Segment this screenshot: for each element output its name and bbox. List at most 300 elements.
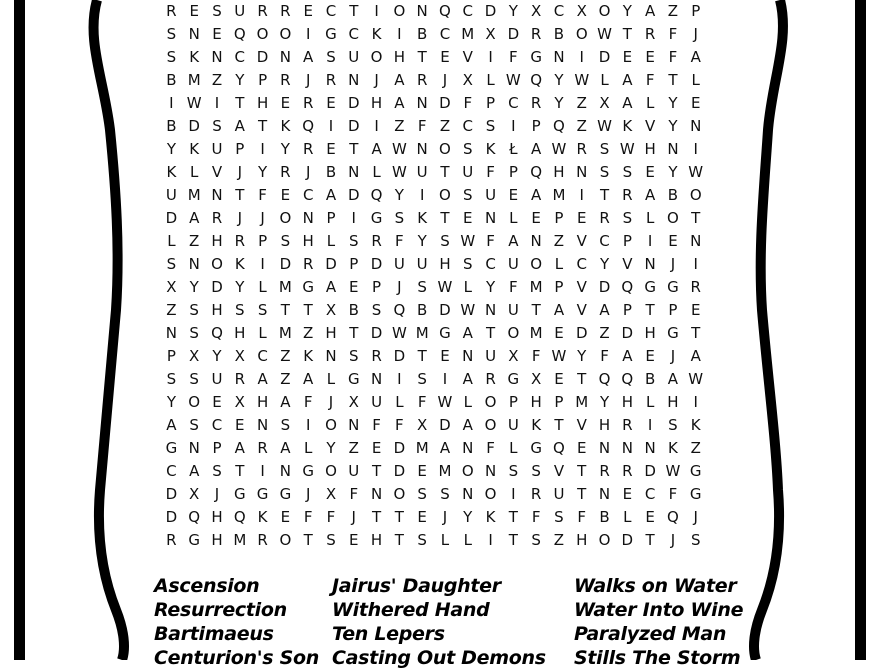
grid-row [160, 230, 707, 253]
grid-letter: H [393, 48, 405, 66]
grid-letter: S [189, 370, 199, 388]
grid-letter: E [554, 370, 564, 388]
grid-letter: J [305, 163, 311, 181]
grid-letter: R [371, 232, 382, 250]
word-list-column-2 [332, 574, 546, 670]
grid-letter: O [598, 531, 611, 549]
grid-letter: H [370, 531, 383, 549]
grid-letter: K [166, 163, 177, 181]
grid-letter: S [440, 232, 450, 250]
grid-letter: N [188, 439, 200, 457]
grid-letter: U [348, 48, 360, 66]
grid-letter: M [552, 186, 566, 204]
grid-letter: U [507, 416, 519, 434]
grid-letter: R [530, 25, 542, 43]
grid-letter: Z [576, 94, 587, 112]
grid-letter: P [258, 71, 268, 89]
grid-letter: N [484, 462, 497, 480]
grid-letter: P [691, 2, 701, 20]
word-list-column-1 [154, 574, 319, 670]
grid-letter: E [349, 531, 359, 549]
word-item: Resurrection [154, 599, 287, 621]
grid-letter: U [234, 2, 246, 20]
grid-letter: R [280, 163, 291, 181]
grid-letter: K [280, 117, 291, 135]
grid-letter: Y [235, 278, 245, 296]
grid-letter: O [530, 255, 543, 273]
grid-letter: T [691, 209, 701, 227]
grid-letter: Y [463, 508, 473, 526]
grid-letter: D [598, 278, 611, 296]
grid-letter: A [394, 71, 405, 89]
grid-letter: S [371, 301, 382, 319]
grid-letter: I [397, 25, 402, 43]
grid-letter: R [280, 2, 291, 20]
grid-letter: E [280, 94, 291, 112]
grid-letter: H [211, 232, 223, 250]
grid-letter: W [619, 140, 635, 158]
grid-letter: I [169, 94, 174, 112]
grid-letter: Z [553, 232, 565, 250]
grid-letter: J [670, 531, 676, 549]
grid-letter: Y [394, 186, 404, 204]
grid-letter: C [439, 25, 451, 43]
grid-letter: G [370, 209, 383, 227]
grid-letter: K [303, 347, 314, 365]
grid-letter: A [462, 370, 473, 388]
grid-letter: X [485, 25, 496, 43]
grid-letter: T [440, 163, 450, 181]
grid-letter: G [188, 531, 200, 549]
grid-letter: J [693, 508, 698, 526]
grid-letter: A [189, 462, 200, 480]
grid-letter: B [417, 25, 428, 43]
grid-letter: N [598, 439, 611, 457]
grid-letter: K [234, 255, 245, 273]
grid-letter: R [234, 370, 245, 388]
grid-letter: H [644, 140, 656, 158]
grid-letter: T [394, 508, 404, 526]
grid-letter: T [691, 324, 701, 342]
grid-letter: N [462, 347, 474, 365]
grid-letter: D [211, 278, 223, 296]
grid-letter: S [554, 508, 564, 526]
grid-letter: Y [622, 2, 632, 20]
grid-letter: P [622, 301, 632, 319]
grid-letter: A [325, 278, 337, 296]
grid-letter: E [622, 485, 633, 503]
grid-letter: I [419, 186, 425, 204]
grid-letter: Q [233, 508, 246, 526]
grid-letter: A [303, 48, 314, 66]
grid-letter: O [393, 485, 406, 503]
grid-letter: W [437, 278, 453, 296]
grid-letter: O [211, 255, 223, 273]
grid-row [160, 529, 707, 552]
grid-letter: N [211, 48, 223, 66]
grid-letter: M [575, 393, 589, 411]
grid-letter: H [211, 508, 223, 526]
grid-letter: E [280, 186, 291, 204]
grid-letter: R [622, 186, 633, 204]
grid-letter: Y [166, 140, 176, 158]
grid-letter: O [393, 2, 406, 20]
grid-letter: T [417, 48, 427, 66]
grid-letter: D [256, 48, 269, 66]
grid-letter: Y [554, 71, 564, 89]
grid-letter: Q [598, 370, 611, 388]
grid-letter: S [417, 278, 427, 296]
grid-letter: E [645, 508, 655, 526]
grid-letter: I [693, 393, 698, 411]
grid-letter: O [279, 531, 292, 549]
grid-letter: L [372, 163, 381, 181]
grid-letter: Z [280, 370, 291, 388]
grid-letter: S [485, 117, 496, 135]
grid-letter: Q [302, 117, 315, 135]
grid-letter: R [599, 462, 610, 480]
grid-letter: L [623, 508, 632, 526]
grid-letter: H [598, 416, 611, 434]
grid-letter: R [371, 347, 382, 365]
grid-letter: E [645, 347, 655, 365]
grid-letter: S [508, 462, 519, 480]
grid-letter: S [349, 347, 359, 365]
grid-letter: X [576, 2, 587, 20]
grid-letter: E [235, 416, 245, 434]
grid-letter: W [391, 163, 407, 181]
grid-letter: S [462, 186, 473, 204]
grid-letter: S [394, 209, 405, 227]
grid-letter: Z [166, 301, 177, 319]
grid-letter: H [211, 531, 223, 549]
grid-letter: J [670, 255, 676, 273]
grid-letter: E [554, 324, 564, 342]
grid-letter: T [235, 186, 245, 204]
word-search-grid [160, 0, 720, 552]
grid-letter: P [258, 232, 268, 250]
grid-letter: B [553, 25, 565, 43]
grid-letter: V [576, 278, 587, 296]
grid-letter: O [279, 209, 292, 227]
word-item: Stills The Storm [574, 647, 741, 669]
grid-letter: Z [599, 324, 610, 342]
grid-letter: H [302, 232, 314, 250]
grid-letter: D [370, 324, 383, 342]
grid-letter: M [529, 324, 543, 342]
grid-letter: T [303, 301, 313, 319]
grid-row [160, 23, 707, 46]
grid-letter: F [531, 508, 541, 526]
grid-letter: P [554, 278, 564, 296]
grid-letter: P [166, 347, 176, 365]
grid-letter: R [576, 140, 587, 158]
grid-letter: C [644, 485, 656, 503]
grid-letter: K [531, 416, 542, 434]
grid-letter: Y [577, 347, 587, 365]
grid-letter: A [508, 232, 519, 250]
grid-letter: S [235, 301, 245, 319]
grid-letter: M [187, 186, 201, 204]
grid-letter: G [667, 278, 679, 296]
grid-letter: D [598, 48, 611, 66]
grid-letter: P [554, 393, 564, 411]
grid-letter: T [349, 324, 359, 342]
grid-letter: W [665, 462, 681, 480]
grid-letter: A [645, 2, 656, 20]
grid-letter: Y [668, 94, 678, 112]
grid-letter: F [395, 232, 404, 250]
grid-letter: E [212, 25, 222, 43]
grid-letter: J [442, 71, 448, 89]
grid-letter: O [325, 416, 337, 434]
grid-letter: P [508, 163, 518, 181]
grid-letter: L [463, 393, 472, 411]
grid-letter: T [303, 531, 313, 549]
grid-letter: R [622, 416, 633, 434]
grid-letter: Q [621, 278, 634, 296]
grid-letter: I [374, 117, 379, 135]
grid-letter: N [325, 347, 337, 365]
grid-letter: Z [394, 117, 405, 135]
grid-letter: U [485, 186, 497, 204]
grid-letter: S [326, 531, 336, 549]
grid-letter: U [348, 462, 360, 480]
grid-letter: K [622, 117, 633, 135]
grid-letter: I [260, 462, 265, 480]
grid-letter: L [509, 209, 518, 227]
grid-letter: I [214, 94, 220, 112]
grid-row [160, 391, 707, 414]
grid-letter: R [257, 439, 268, 457]
grid-letter: T [645, 531, 655, 549]
grid-letter: P [212, 439, 222, 457]
grid-letter: W [460, 232, 476, 250]
grid-letter: S [166, 25, 177, 43]
grid-letter: B [166, 71, 177, 89]
grid-letter: R [257, 531, 268, 549]
grid-letter: S [189, 416, 199, 434]
word-item: Bartimaeus [154, 623, 274, 645]
grid-letter: R [166, 531, 177, 549]
grid-letter: E [417, 508, 427, 526]
grid-letter: G [325, 25, 337, 43]
grid-letter: Q [667, 508, 679, 526]
grid-row [160, 92, 707, 115]
grid-letter: F [417, 393, 427, 411]
grid-letter: L [440, 531, 450, 549]
grid-letter: T [531, 301, 541, 319]
grid-letter: O [325, 462, 337, 480]
grid-letter: T [554, 416, 564, 434]
grid-letter: U [507, 255, 519, 273]
grid-letter: U [507, 301, 519, 319]
grid-letter: M [461, 25, 475, 43]
grid-letter: U [462, 163, 474, 181]
grid-letter: R [325, 71, 337, 89]
grid-letter: I [260, 255, 265, 273]
grid-letter: D [165, 508, 178, 526]
grid-letter: L [395, 393, 404, 411]
grid-letter: D [165, 485, 178, 503]
grid-letter: F [417, 117, 427, 135]
grid-letter: K [668, 439, 678, 457]
grid-letter: I [442, 370, 448, 388]
grid-letter: N [416, 94, 428, 112]
grid-row [160, 161, 707, 184]
grid-letter: D [484, 2, 497, 20]
grid-letter: N [690, 117, 702, 135]
grid-letter: S [668, 416, 678, 434]
grid-letter: T [258, 117, 268, 135]
grid-letter: E [531, 209, 541, 227]
grid-letter: A [462, 416, 473, 434]
grid-letter: E [645, 163, 655, 181]
grid-letter: N [690, 232, 702, 250]
grid-letter: I [305, 416, 311, 434]
grid-letter: X [531, 370, 542, 388]
grid-letter: D [621, 324, 634, 342]
grid-letter: F [668, 48, 678, 66]
grid-letter: S [189, 324, 199, 342]
grid-letter: Y [485, 278, 496, 296]
grid-letter: J [670, 347, 676, 365]
grid-letter: I [511, 485, 516, 503]
grid-letter: O [484, 393, 497, 411]
grid-letter: S [280, 416, 291, 434]
grid-letter: I [511, 117, 516, 135]
grid-letter: E [690, 301, 701, 319]
grid-letter: Y [258, 163, 268, 181]
grid-letter: L [645, 94, 655, 112]
grid-letter: M [438, 462, 452, 480]
grid-letter: L [486, 71, 495, 89]
grid-letter: Y [166, 393, 176, 411]
grid-letter: Y [417, 232, 427, 250]
grid-row [160, 184, 707, 207]
grid-letter: N [416, 140, 428, 158]
grid-letter: T [280, 301, 290, 319]
grid-row [160, 207, 707, 230]
grid-letter: C [257, 347, 268, 365]
grid-row [160, 345, 707, 368]
grid-letter: S [349, 232, 359, 250]
grid-letter: I [693, 255, 698, 273]
grid-letter: C [485, 255, 496, 273]
grid-letter: S [166, 370, 177, 388]
grid-letter: F [668, 485, 678, 503]
word-item: Walks on Water [574, 575, 737, 597]
grid-letter: N [416, 2, 428, 20]
grid-letter: A [667, 370, 679, 388]
grid-letter: M [187, 71, 201, 89]
grid-letter: R [690, 278, 701, 296]
word-item: Water Into Wine [574, 599, 744, 621]
grid-letter: N [348, 71, 360, 89]
grid-letter: N [462, 485, 474, 503]
grid-letter: U [416, 255, 428, 273]
grid-letter: W [688, 370, 704, 388]
grid-letter: M [233, 531, 247, 549]
grid-letter: K [417, 209, 428, 227]
grid-letter: W [597, 117, 612, 135]
grid-letter: D [621, 531, 634, 549]
grid-letter: X [325, 301, 337, 319]
grid-letter: B [348, 301, 359, 319]
grid-letter: N [165, 324, 178, 342]
grid-letter: Y [326, 439, 336, 457]
grid-letter: O [484, 416, 497, 434]
grid-letter: X [508, 347, 519, 365]
grid-letter: E [280, 508, 291, 526]
grid-row [160, 69, 707, 92]
grid-letter: M [529, 278, 543, 296]
grid-letter: H [553, 163, 565, 181]
grid-letter: O [370, 48, 383, 66]
grid-letter: G [347, 370, 360, 388]
word-list-column-3 [574, 574, 743, 670]
grid-letter: X [599, 94, 610, 112]
word-item: Ascension [154, 575, 260, 597]
grid-letter: X [189, 347, 200, 365]
grid-letter: A [622, 71, 633, 89]
grid-letter: W [505, 71, 521, 89]
grid-letter: T [235, 462, 245, 480]
grid-letter: W [391, 324, 407, 342]
grid-letter: V [645, 117, 656, 135]
grid-letter: A [553, 301, 565, 319]
grid-letter: H [211, 301, 223, 319]
grid-letter: Q [439, 2, 451, 20]
grid-letter: T [577, 485, 587, 503]
grid-row [160, 483, 707, 506]
grid-letter: W [391, 140, 407, 158]
grid-letter: B [644, 370, 656, 388]
grid-letter: A [622, 347, 633, 365]
grid-letter: H [530, 393, 542, 411]
grid-letter: L [190, 163, 199, 181]
grid-letter: P [235, 140, 245, 158]
grid-letter: I [328, 117, 334, 135]
grid-letter: Q [553, 439, 565, 457]
grid-letter: J [214, 485, 220, 503]
grid-letter: F [326, 508, 336, 526]
grid-letter: O [439, 140, 451, 158]
grid-letter: J [693, 25, 698, 43]
grid-letter: Q [370, 186, 383, 204]
grid-letter: K [485, 508, 496, 526]
grid-row [160, 0, 707, 23]
grid-letter: O [689, 186, 702, 204]
grid-letter: S [440, 485, 450, 503]
grid-letter: L [463, 531, 472, 549]
grid-letter: S [531, 531, 541, 549]
grid-letter: D [393, 439, 406, 457]
grid-row [160, 253, 707, 276]
grid-letter: D [507, 25, 520, 43]
grid-letter: C [325, 2, 337, 20]
grid-letter: W [437, 393, 453, 411]
grid-letter: R [644, 25, 656, 43]
word-item: Ten Lepers [332, 623, 445, 645]
grid-letter: U [485, 347, 497, 365]
grid-letter: G [667, 324, 679, 342]
grid-letter: I [647, 232, 653, 250]
grid-letter: D [439, 416, 451, 434]
grid-letter: T [485, 324, 496, 342]
grid-row [160, 276, 707, 299]
grid-letter: S [166, 255, 177, 273]
